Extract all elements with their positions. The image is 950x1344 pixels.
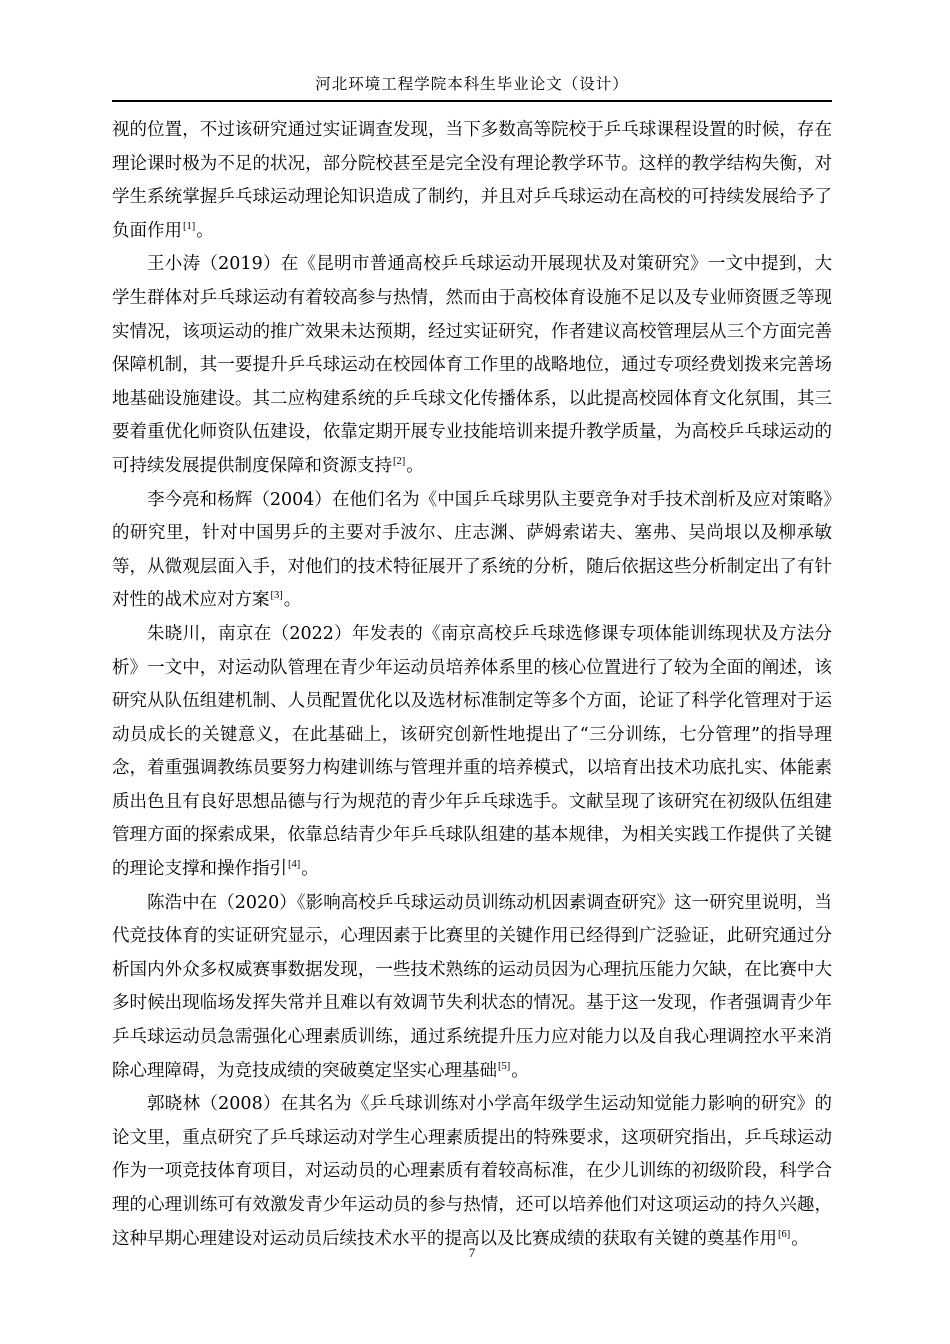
citation-ref: [3]: [270, 590, 283, 602]
paragraph-text: 王小涛（2019）在《昆明市普通高校乒乓球运动开展现状及对策研究》一文中提到，大学生群体对乒乓球运动有着较高参与热情，然而由于高校体育设施不足以及专业师资匮乏等现实情况，该项运动的推广效果未达预期，经过实证研究，作者建议高校管理层从三个方面完善保障机制，其一要提升乒乓球运动在校园体育工作里的战略地位，通过专项经费划拨来完善场地基础设施建设。其二应构建系统的乒乓球文化传播体系，以此提高校园体育文化氛围，其三要着重优化师资队伍建设，依靠定期开展专业技能培训来提升教学质量，为高校乒乓球运动的可持续发展提供制度保障和资源支持: [112, 254, 832, 476]
paragraph-text: 李今亮和杨辉（2004）在他们名为《中国乒乓球男队主要竞争对手技术剖析及应对策略》的研究里，针对中国男乒的主要对手波尔、庄志渊、萨姆索诺夫、塞弗、吴尚垠以及柳承敏等，从微观层面入手，对他们的技术特征展开了系统的分析，随后依据这些分析制定出了有针对性的战术应对方案: [112, 489, 832, 611]
paragraph-end: 。: [791, 1228, 809, 1249]
paragraph-6: [112, 1088, 832, 1256]
paragraph-text: 视的位置，不过该研究通过实证调查发现，当下多数高等院校于乒乓球课程设置的时候，存在理论课时极为不足的状况，部分院校甚至是完全没有理论教学环节。这样的教学结构失衡，对学生系统掌握乒乓球运动理论知识造成了制约，并且对乒乓球运动在高校的可持续发展给予了负面作用: [112, 120, 832, 241]
header-divider: [112, 100, 832, 102]
citation-ref: [4]: [288, 859, 301, 871]
citation-ref: [1]: [183, 220, 196, 232]
paragraph-text: 郭晓林（2008）在其名为《乒乓球训练对小学高年级学生运动知觉能力影响的研究》的论文里，重点研究了乒乓球运动对学生心理素质提出的特殊要求，这项研究指出，乒乓球运动作为一项竞技体育项目，对运动员的心理素质有着较高标准，在少儿训练的初级阶段，科学合理的心理训练可有效激发青少年运动员的参与热情，还可以培养他们对这项运动的持久兴趣，这种早期心理建设对运动员后续技术水平的提高以及比赛成绩的获取有关键的奠基作用: [112, 1094, 832, 1249]
paragraph-1: [112, 114, 832, 248]
paragraph-end: 。: [301, 859, 319, 880]
paragraph-3: [112, 484, 832, 618]
paragraph-2: [112, 248, 832, 483]
paragraph-end: 。: [511, 1060, 529, 1081]
paragraph-text: 朱晓川，南京在（2022）年发表的《南京高校乒乓球选修课专项体能训练现状及方法分析》一文中，对运动队管理在青少年运动员培养体系里的核心位置进行了较为全面的阐述，该研究从队伍组建机制、人员配置优化以及选材标准制定等多个方面，论证了科学化管理对于运动员成长的关键意义，在此基础上，该研究创新性地提出了“三分训练，七分管理”的指导理念，着重强调教练员要努力构建训练与管理并重的培养模式，以培育出技术功底扎实、体能素质出色且有良好思想品德与行为规范的青少年乒乓球选手。文献呈现了该研究在初级队伍组建管理方面的探索成果，依靠总结青少年乒乓球队组建的基本规律，为相关实践工作提供了关键的理论支撑和操作指引: [112, 623, 832, 880]
citation-ref: [5]: [498, 1060, 511, 1072]
citation-ref: [2]: [393, 455, 406, 467]
paragraph-text: 陈浩中在（2020）《影响高校乒乓球运动员训练动机因素调查研究》这一研究里说明，当代竞技体育的实证研究显示，心理因素于比赛里的关键作用已经得到广泛验证，此研究通过分析国内外众多权威赛事数据发现，一些技术熟练的运动员因为心理抗压能力欠缺，在比赛中大多时候出现临场发挥失常并且难以有效调节失利状态的情况。基于这一发现，作者强调青少年乒乓球运动员急需强化心理素质训练，通过系统提升压力应对能力以及自我心理调控水平来消除心理障碍，为竞技成绩的突破奠定坚实心理基础: [112, 892, 832, 1081]
paragraph-end: 。: [283, 590, 302, 611]
page-header-title: 河北环境工程学院本科生毕业论文（设计）: [315, 75, 629, 93]
paragraph-5: [112, 887, 832, 1089]
paragraph-end: 。: [406, 455, 424, 476]
paragraph-end: 。: [196, 220, 214, 241]
paragraph-4: [112, 618, 832, 887]
citation-ref: [6]: [778, 1228, 791, 1240]
page-number: 7: [468, 1245, 476, 1260]
body-text: [112, 114, 832, 1256]
